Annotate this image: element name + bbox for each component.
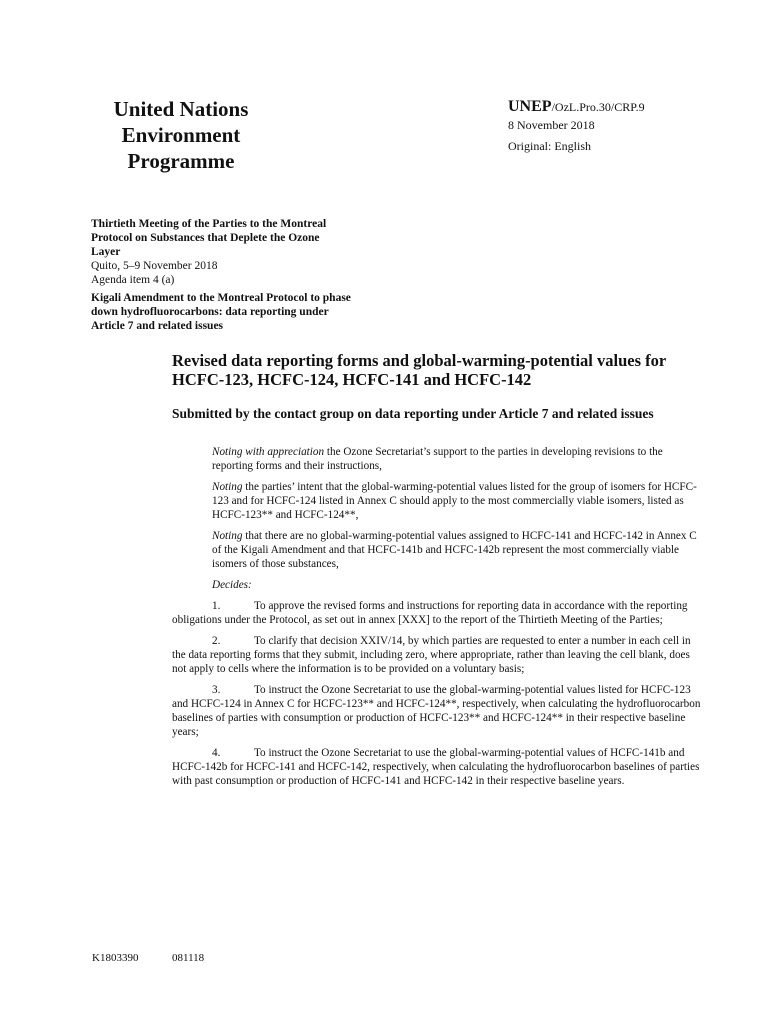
paragraph-number: 2.: [212, 635, 221, 647]
preamble-paragraph: [172, 445, 702, 473]
paragraph-text: To instruct the Ozone Secretariat to use the global-warming-potential values listed for HCFC-123 and HCFC-124 in Annex C for HCFC-123** and HCFC-124**, respectively, when calculating the hydrofluorocarbon baselines of parties with consumption or production of HCFC-123** and HCFC-124** in their respective baseline years;: [172, 684, 701, 738]
organization-name: [96, 96, 266, 174]
preamble-lead: Noting: [212, 481, 243, 493]
paragraph-text: To instruct the Ozone Secretariat to use the global-warming-potential values of HCFC-141b and HCFC-142b for HCFC-141 and HCFC-142, respectively, when calculating the hydrofluorocarbon baselines of parties with past consumption or production of HCFC-141 and HCFC-142 in their respective baseline years.: [172, 747, 700, 787]
org-line-1: United Nations: [113, 97, 249, 121]
decides-label: Decides:: [212, 579, 252, 591]
paragraph-text: To clarify that decision XXIV/14, by which parties are requested to enter a number in each cell in the data reporting forms that they submit, including zero, where appropriate, rather than leaving the cell blank, does not apply to cells where the information is to be provided on a voluntary basis;: [172, 635, 691, 675]
org-line-2: Environment: [121, 123, 241, 147]
preamble-text: the parties’ intent that the global-warming-potential values listed for the group of isomers for HCFC-123 and for HCFC-124 listed in Annex C should apply to the most commercially viable isomers, listed as HCFC-123** and HCFC-124**,: [212, 481, 697, 521]
meeting-place: Quito, 5–9 November 2018: [91, 260, 218, 272]
preamble-paragraph: [172, 529, 702, 571]
job-number: K1803390: [92, 952, 139, 964]
document-date: 8 November 2018: [508, 118, 595, 132]
org-line-3: Programme: [127, 149, 235, 173]
meeting-block: [91, 217, 351, 333]
operative-paragraph: [172, 683, 702, 739]
preamble-lead: Noting with appreciation: [212, 446, 325, 458]
document-title: Revised data reporting forms and global-warming-potential values for HCFC-123, HCFC-124, HCFC-141 and HCFC-142: [172, 351, 666, 389]
operative-paragraph: [172, 634, 702, 676]
operative-paragraph: [172, 746, 702, 788]
preamble-lead: Noting: [212, 530, 243, 542]
preamble-paragraph: [172, 480, 702, 522]
symbol-rest: /OzL.Pro.30/CRP.9: [551, 100, 645, 114]
agenda-item: Agenda item 4 (a): [91, 274, 175, 286]
preamble-text: that there are no global-warming-potential values assigned to HCFC-141 and HCFC-142 in Annex C of the Kigali Amendment and that HCFC-141b and HCFC-142b represent the most commercially viable isomers of those substances,: [212, 530, 697, 570]
document-symbol: [508, 98, 645, 116]
preamble-text: the Ozone Secretariat’s support to the parties in developing revisions to the reporting forms and their instructions,: [212, 446, 663, 472]
paragraph-text: To approve the revised forms and instructions for reporting data in accordance with the reporting obligations under the Protocol, as set out in annex [XXX] to the report of the Thirtieth Meeting of the Parties;: [172, 600, 688, 626]
meeting-title: Thirtieth Meeting of the Parties to the Montreal Protocol on Substances that Deplete the Ozone Layer: [91, 218, 327, 258]
operative-paragraph: [172, 599, 702, 627]
document-subtitle: Submitted by the contact group on data reporting under Article 7 and related issues: [172, 406, 654, 421]
document-body: [172, 445, 702, 795]
paragraph-number: 1.: [212, 600, 221, 612]
paragraph-number: 3.: [212, 684, 221, 696]
original-language: Original: English: [508, 139, 591, 153]
decides-heading: [172, 578, 702, 592]
paragraph-number: 4.: [212, 747, 221, 759]
footer-date-code: 081118: [172, 952, 205, 964]
symbol-prefix: UNEP: [508, 98, 552, 115]
agenda-item-title: Kigali Amendment to the Montreal Protocol to phase down hydrofluorocarbons: data reporting under Article 7 and related issues: [91, 292, 351, 332]
